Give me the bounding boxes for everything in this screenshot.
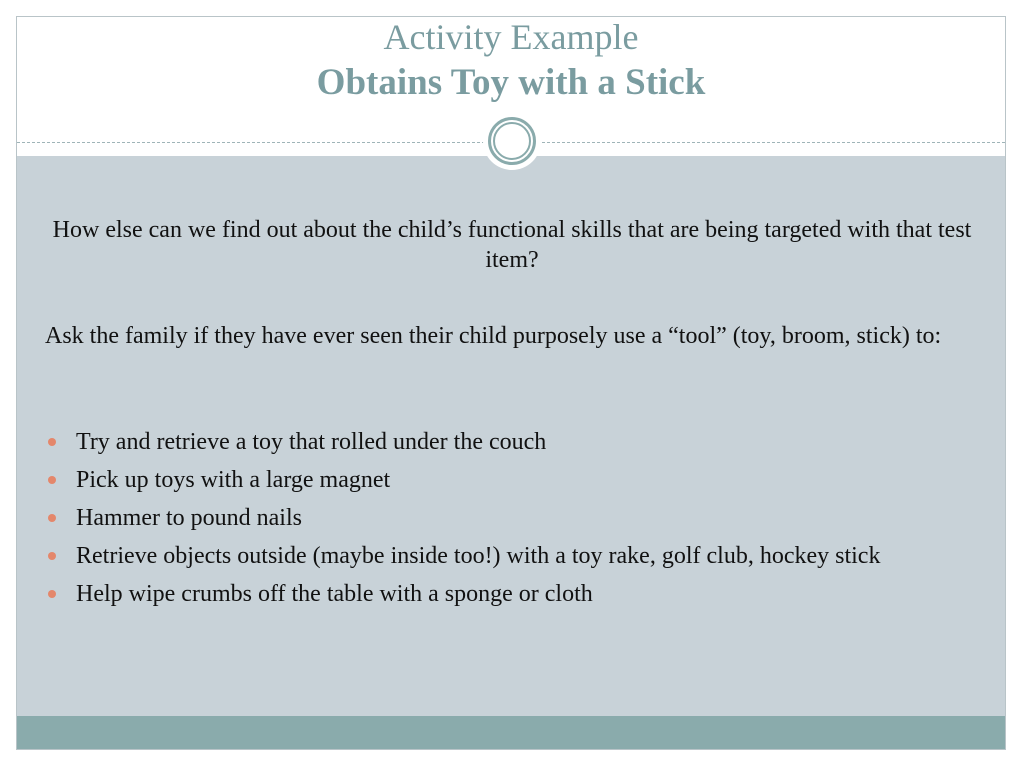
footer-bar bbox=[17, 716, 1005, 750]
slide bbox=[16, 16, 1006, 750]
list-item-text: Try and retrieve a toy that rolled under the couch bbox=[76, 429, 547, 455]
list-item-text: Help wipe crumbs off the table with a sponge or cloth bbox=[76, 581, 593, 607]
bullet-dot-icon bbox=[48, 552, 56, 560]
list-item bbox=[45, 579, 975, 609]
list-item bbox=[45, 427, 975, 457]
intro-text: Ask the family if they have ever seen their child purposely use a “tool” (toy, broom, stick) to: bbox=[45, 323, 942, 349]
slide-subtitle: Obtains Toy with a Stick bbox=[316, 62, 706, 103]
list-item bbox=[45, 541, 975, 571]
bullet-dot-icon bbox=[48, 476, 56, 484]
bullet-dot-icon bbox=[48, 438, 56, 446]
list-item bbox=[45, 465, 975, 495]
circle-ring-inner bbox=[493, 122, 531, 160]
bullet-list bbox=[45, 427, 975, 617]
bullet-dot-icon bbox=[48, 514, 56, 522]
question-text: How else can we find out about the child’s functional skills that are being targeted with that test item? bbox=[52, 217, 972, 273]
list-item-text: Retrieve objects outside (maybe inside too!) with a toy rake, golf club, hockey stick bbox=[76, 543, 881, 569]
slide-title: Activity Example bbox=[383, 17, 639, 57]
list-item-text: Pick up toys with a large magnet bbox=[76, 467, 391, 493]
list-item-text: Hammer to pound nails bbox=[76, 505, 302, 531]
bullet-dot-icon bbox=[48, 590, 56, 598]
list-item bbox=[45, 503, 975, 533]
